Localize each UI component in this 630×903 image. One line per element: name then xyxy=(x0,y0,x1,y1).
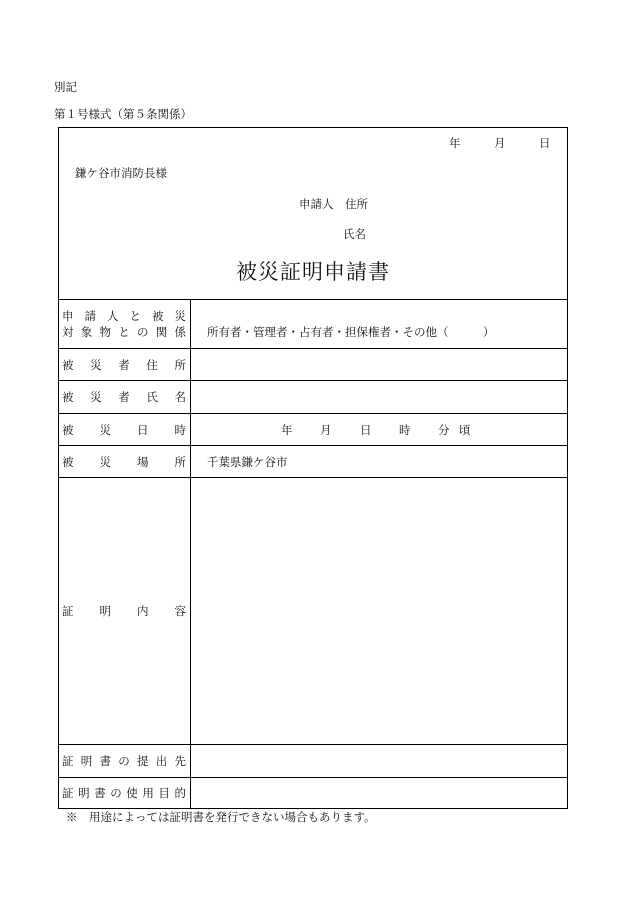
row-divider xyxy=(58,744,568,745)
row-divider xyxy=(58,348,568,349)
certificate-content-field[interactable] xyxy=(192,479,566,743)
datetime-hour: 時 xyxy=(399,423,411,437)
relation-label-line2: 対象物との関係 xyxy=(62,325,186,339)
datetime-approx: 頃 xyxy=(459,423,471,437)
datetime-minute: 分 xyxy=(438,423,450,437)
relation-options: 所有者・管理者・占有者・担保権者・その他（ ） xyxy=(207,325,495,339)
date-year-label: 年 xyxy=(449,136,461,150)
applicant-name-label: 氏名 xyxy=(343,227,366,241)
date-month-label: 月 xyxy=(494,136,506,150)
row-divider xyxy=(58,445,568,446)
addressee: 鎌ケ谷市消防長様 xyxy=(75,166,167,180)
purpose-label: 証明書の使用目的 xyxy=(62,786,186,800)
date-day-label: 日 xyxy=(539,136,551,150)
certificate-content-label: 証明内容 xyxy=(62,604,186,618)
applicant-address-label: 申請人 住所 xyxy=(299,197,368,211)
form-number: 第１号様式（第５条関係） xyxy=(54,107,192,121)
submit-to-label: 証明書の提出先 xyxy=(62,754,186,768)
victim-address-label: 被災者住所 xyxy=(62,358,186,372)
footnote: ※ 用途によっては証明書を発行できない場合もあります。 xyxy=(66,810,376,824)
row-divider xyxy=(58,477,568,478)
disaster-place-value: 千葉県鎌ケ谷市 xyxy=(207,455,288,469)
victim-name-field[interactable] xyxy=(192,382,566,411)
row-divider xyxy=(58,777,568,778)
datetime-year: 年 xyxy=(281,423,293,437)
datetime-month: 月 xyxy=(320,423,332,437)
relation-label-line1: 申請人と被災 xyxy=(62,309,186,323)
row-divider xyxy=(58,380,568,381)
row-divider xyxy=(58,413,568,414)
annex-label: 別記 xyxy=(54,80,77,94)
disaster-datetime-label: 被災日時 xyxy=(62,423,186,437)
purpose-field[interactable] xyxy=(192,779,566,807)
document-title: 被災証明申請書 xyxy=(236,260,390,284)
datetime-day: 日 xyxy=(360,423,372,437)
submit-to-field[interactable] xyxy=(192,746,566,776)
column-divider xyxy=(190,299,191,808)
victim-address-field[interactable] xyxy=(192,350,566,379)
victim-name-label: 被災者氏名 xyxy=(62,390,186,404)
row-divider xyxy=(58,299,568,300)
disaster-place-label: 被災場所 xyxy=(62,455,186,469)
